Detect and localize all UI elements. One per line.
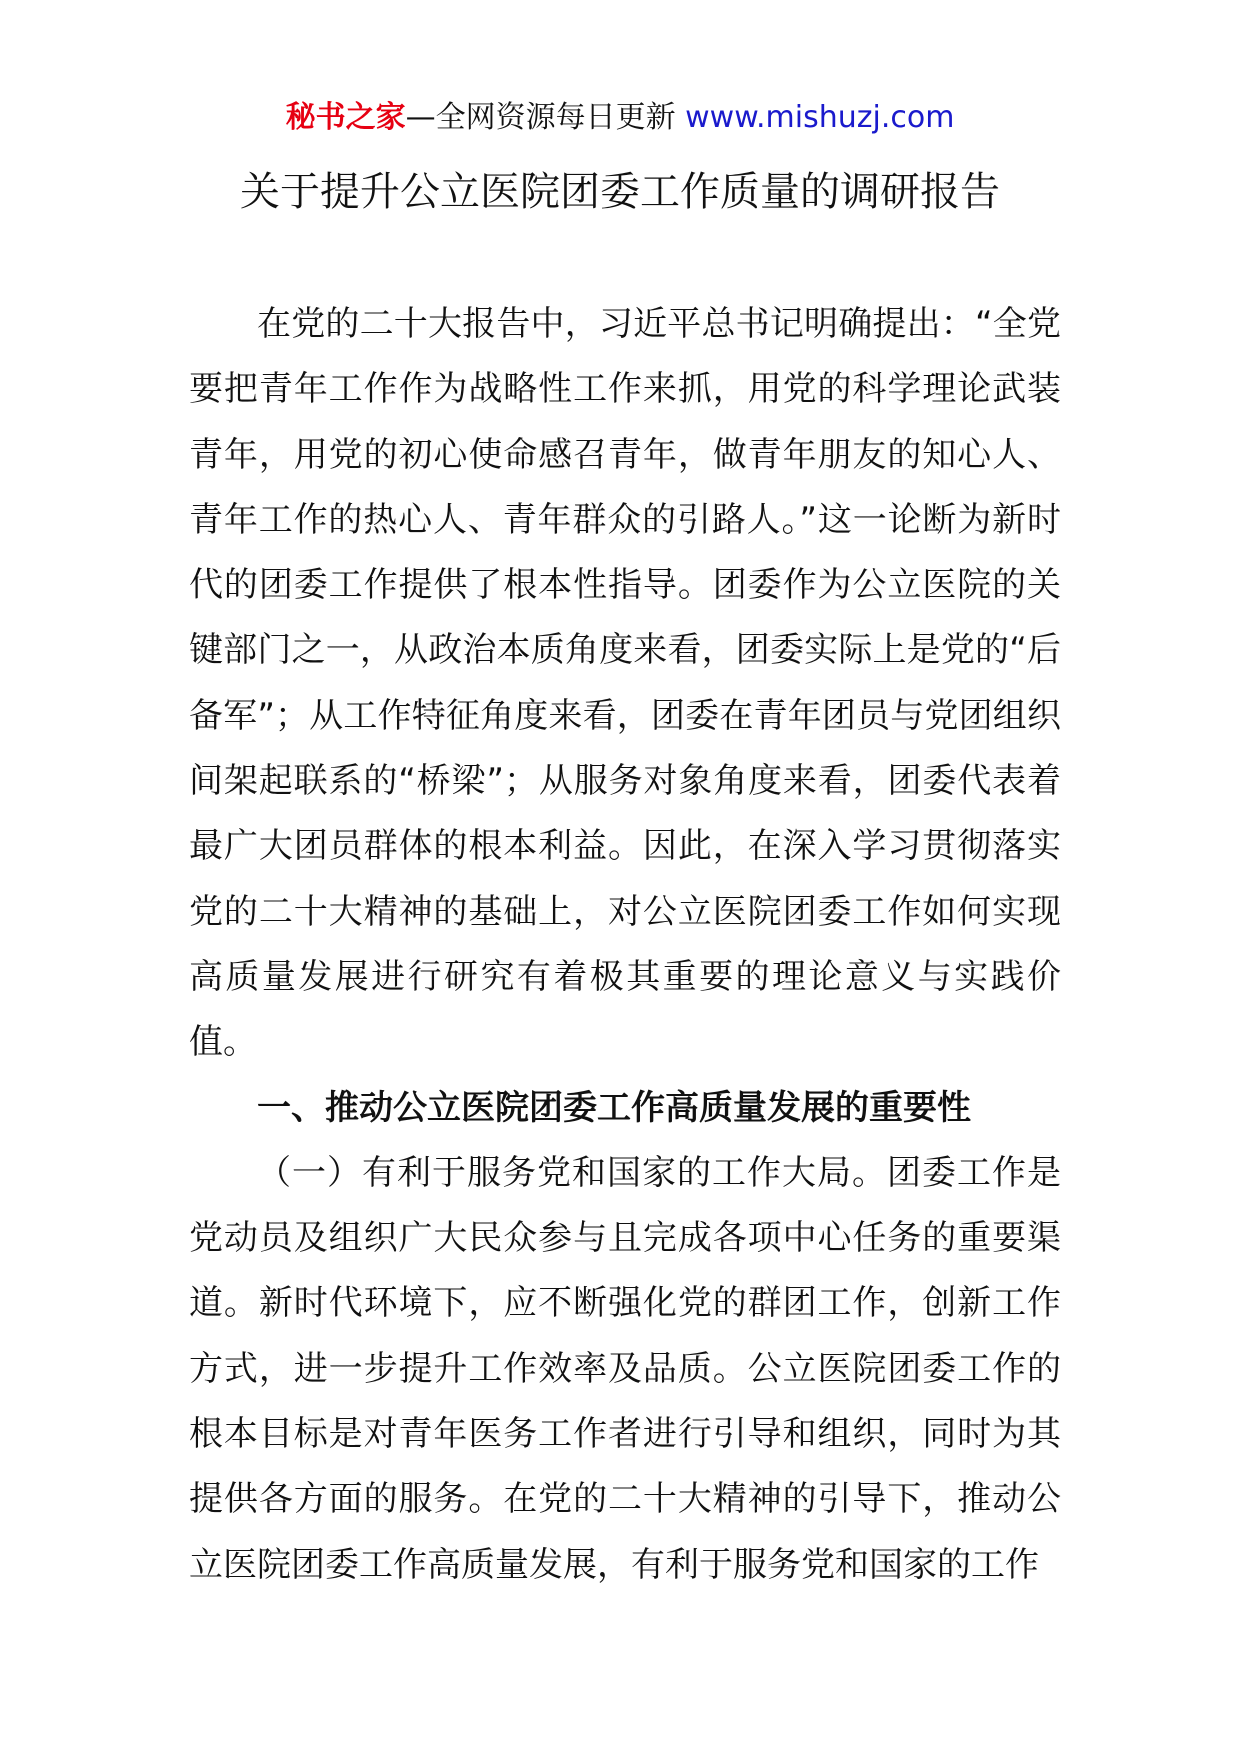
- brand-name: 秘书之家: [285, 100, 406, 135]
- section-heading: 一、推动公立医院团委工作高质量发展的重要性: [257, 1087, 971, 1128]
- header-tagline: —全网资源每日更新: [405, 100, 686, 135]
- subsection-paragraph: （一）有利于服务党和国家的工作大局。团委工作是党动员及组织广大民众参与且完成各项中心任务的重要渠道。新时代环境下，应不断强化党的群团工作，创新工作方式，进一步提升工作效率及品质。公立医院团委工作的根本目标是对青年医务工作者进行引导和组织，同时为其提供各方面的服务。在党的二十大精神的引导下，推动公立医院团委工作高质量发展，有利于服务党和国家的工作: [189, 1152, 1061, 1585]
- site-header: [0, 98, 1240, 138]
- document-title: 关于提升公立医院团委工作质量的调研报告: [240, 169, 1000, 215]
- site-url-link[interactable]: www.mishuzj.com: [685, 100, 955, 135]
- intro-paragraph: 在党的二十大报告中，习近平总书记明确提出：“全党要把青年工作作为战略性工作来抓，用党的科学理论武装青年，用党的初心使命感召青年，做青年朋友的知心人、青年工作的热心人、青年群众的引路人。”这一论断为新时代的团委工作提供了根本性指导。团委作为公立医院的关键部门之一，从政治本质角度来看，团委实际上是党的“后备军”；从工作特征角度来看，团委在青年团员与党团组织间架起联系的“桥梁”；从服务对象角度来看，团委代表着最广大团员群体的根本利益。因此，在深入学习贯彻落实党的二十大精神的基础上，对公立医院团委工作如何实现高质量发展进行研究有着极其重要的理论意义与实践价值。: [189, 304, 1061, 1063]
- document-body: [189, 292, 1061, 1598]
